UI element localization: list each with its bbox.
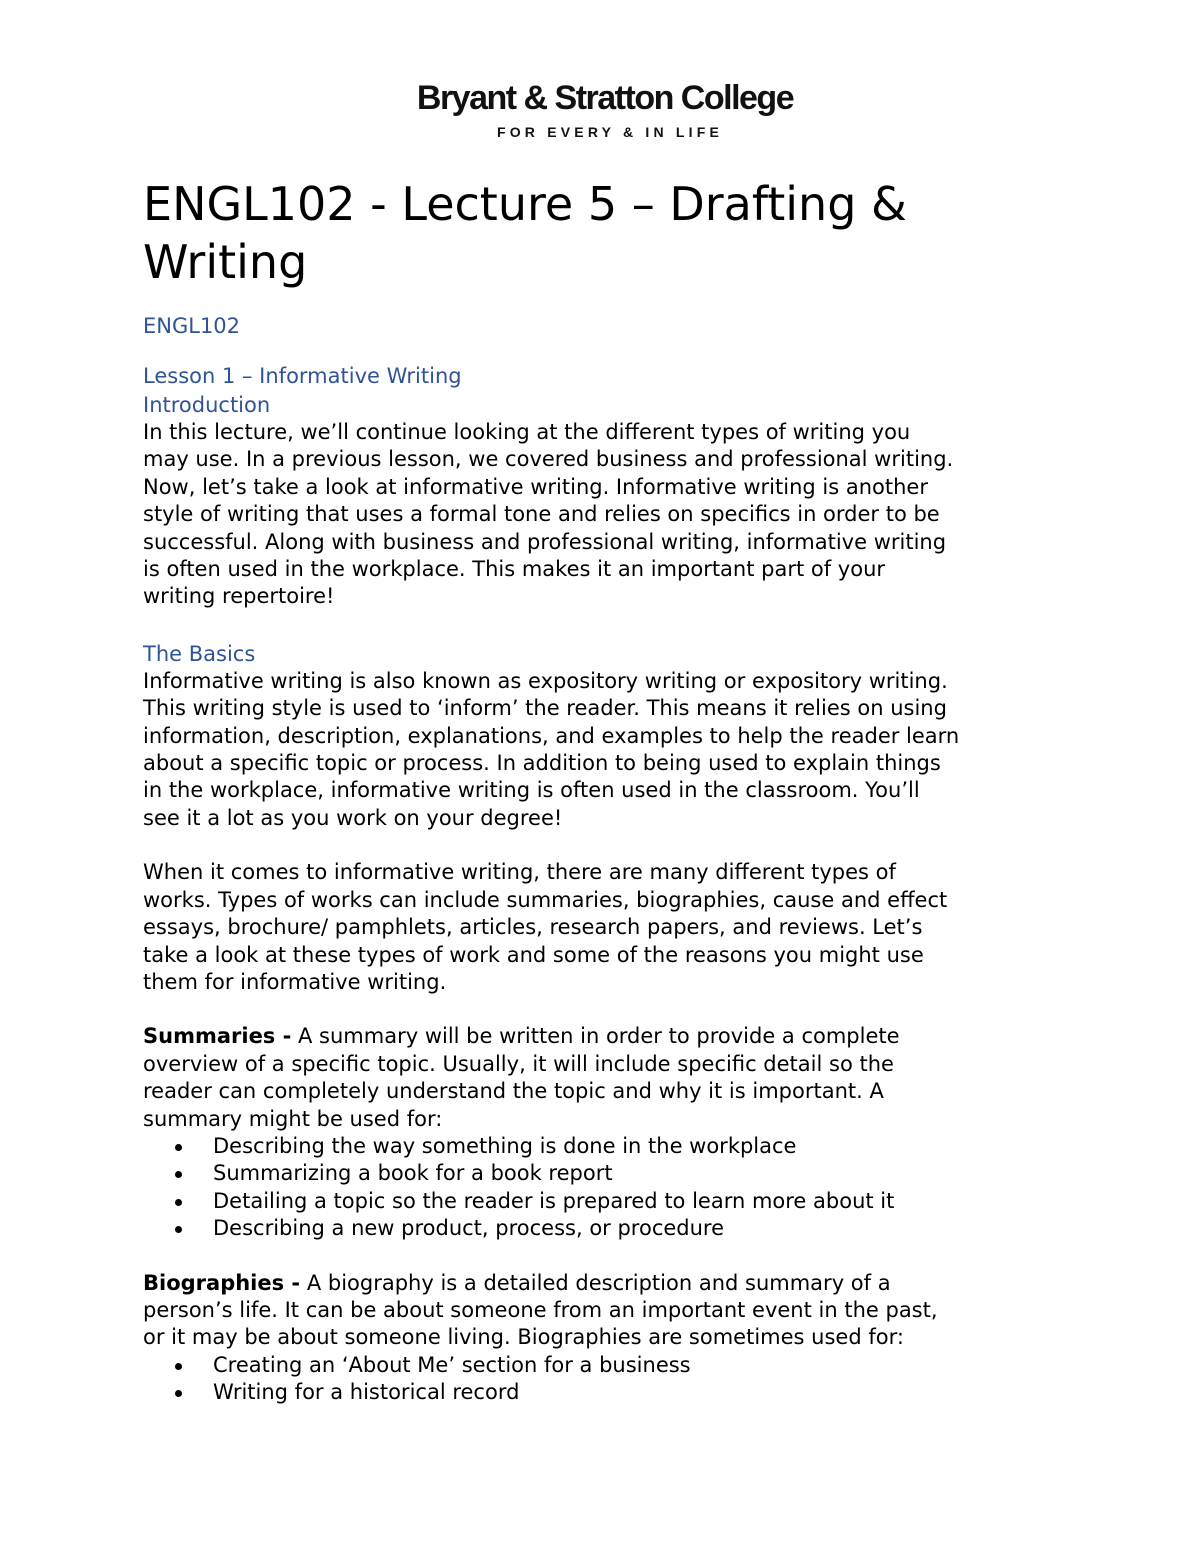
title-line-1: ENGL102 - Lecture 5 – Drafting & — [143, 177, 907, 231]
paragraph-line: person’s life. It can be about someone from an important event in the past, — [143, 1297, 938, 1322]
basics-heading: The Basics — [143, 641, 256, 666]
basics-paragraph — [143, 668, 1083, 832]
paragraph-line: essays, brochure/ pamphlets, articles, research papers, and reviews. Let’s — [143, 915, 923, 940]
paragraph-line: or it may be about someone living. Biographies are sometimes used for: — [143, 1325, 904, 1350]
summaries-term: Summaries - — [143, 1024, 292, 1049]
paragraph-line: Summaries - A summary will be written in order to provide a complete — [143, 1024, 900, 1049]
paragraph-line: information, description, explanations, and examples to help the reader learn — [143, 723, 960, 748]
bullet-icon — [175, 1144, 182, 1151]
paragraph-line: overview of a specific topic. Usually, it will include specific detail so the — [143, 1051, 894, 1076]
summaries-section — [143, 1023, 1083, 1242]
page-title — [143, 175, 1083, 291]
list-item: Creating an ‘About Me’ section for a business — [143, 1352, 1083, 1379]
bullet-icon — [175, 1199, 182, 1206]
paragraph-line: them for informative writing. — [143, 969, 447, 994]
bullet-icon — [175, 1171, 182, 1178]
bullet-icon — [175, 1226, 182, 1233]
college-logo — [380, 78, 830, 140]
bullet-icon — [175, 1363, 182, 1370]
biographies-term: Biographies - — [143, 1270, 301, 1295]
paragraph-line: reader can completely understand the topic and why it is important. A — [143, 1079, 884, 1104]
title-line-2: Writing — [143, 235, 308, 289]
list-item: Describing the way something is done in the workplace — [143, 1133, 1083, 1160]
biographies-section — [143, 1270, 1083, 1407]
list-item: Describing a new product, process, or procedure — [143, 1215, 1083, 1242]
paragraph-line: Now, let’s take a look at informative writing. Informative writing is another — [143, 474, 928, 499]
biographies-bullet-list — [143, 1352, 1083, 1407]
document-body — [143, 175, 1083, 1407]
paragraph-line: summary might be used for: — [143, 1106, 443, 1131]
course-code: ENGL102 — [143, 314, 241, 338]
paragraph-line: style of writing that uses a formal tone and relies on specifics in order to be — [143, 502, 940, 527]
paragraph-line: writing repertoire! — [143, 584, 335, 609]
summaries-bullet-list — [143, 1133, 1083, 1243]
paragraph-line: in the workplace, informative writing is often used in the classroom. You’ll — [143, 778, 920, 803]
list-item: Writing for a historical record — [143, 1379, 1083, 1406]
paragraph-line: In this lecture, we’ll continue looking at the different types of writing you — [143, 420, 911, 444]
paragraph-line: Biographies - A biography is a detailed description and summary of a — [143, 1270, 891, 1295]
logo-name: Bryant & Stratton College — [416, 79, 794, 117]
intro-heading: Introduction — [143, 393, 271, 417]
paragraph-line: This writing style is used to ‘inform’ the reader. This means it relies on using — [143, 696, 947, 721]
list-item: Summarizing a book for a book report — [143, 1160, 1083, 1187]
types-paragraph — [143, 859, 1083, 996]
paragraph-line: Informative writing is also known as expository writing or expository writing. — [143, 668, 948, 693]
intro-paragraph — [143, 419, 1083, 611]
paragraph-line: see it a lot as you work on your degree! — [143, 805, 563, 830]
paragraph-line: may use. In a previous lesson, we covered business and professional writing. — [143, 447, 954, 472]
paragraph-line: about a specific topic or process. In addition to being used to explain things — [143, 751, 941, 776]
bullet-icon — [175, 1390, 182, 1397]
logo-tagline: FOR EVERY & IN LIFE — [496, 124, 724, 140]
lesson-heading: Lesson 1 – Informative Writing — [143, 364, 462, 388]
paragraph-line: is often used in the workplace. This makes it an important part of your — [143, 557, 886, 582]
paragraph-line: successful. Along with business and professional writing, informative writing — [143, 529, 947, 554]
list-item: Detailing a topic so the reader is prepared to learn more about it — [143, 1188, 1083, 1215]
paragraph-line: works. Types of works can include summaries, biographies, cause and effect — [143, 887, 948, 912]
paragraph-line: take a look at these types of work and some of the reasons you might use — [143, 942, 924, 967]
paragraph-line: When it comes to informative writing, there are many different types of — [143, 860, 896, 885]
